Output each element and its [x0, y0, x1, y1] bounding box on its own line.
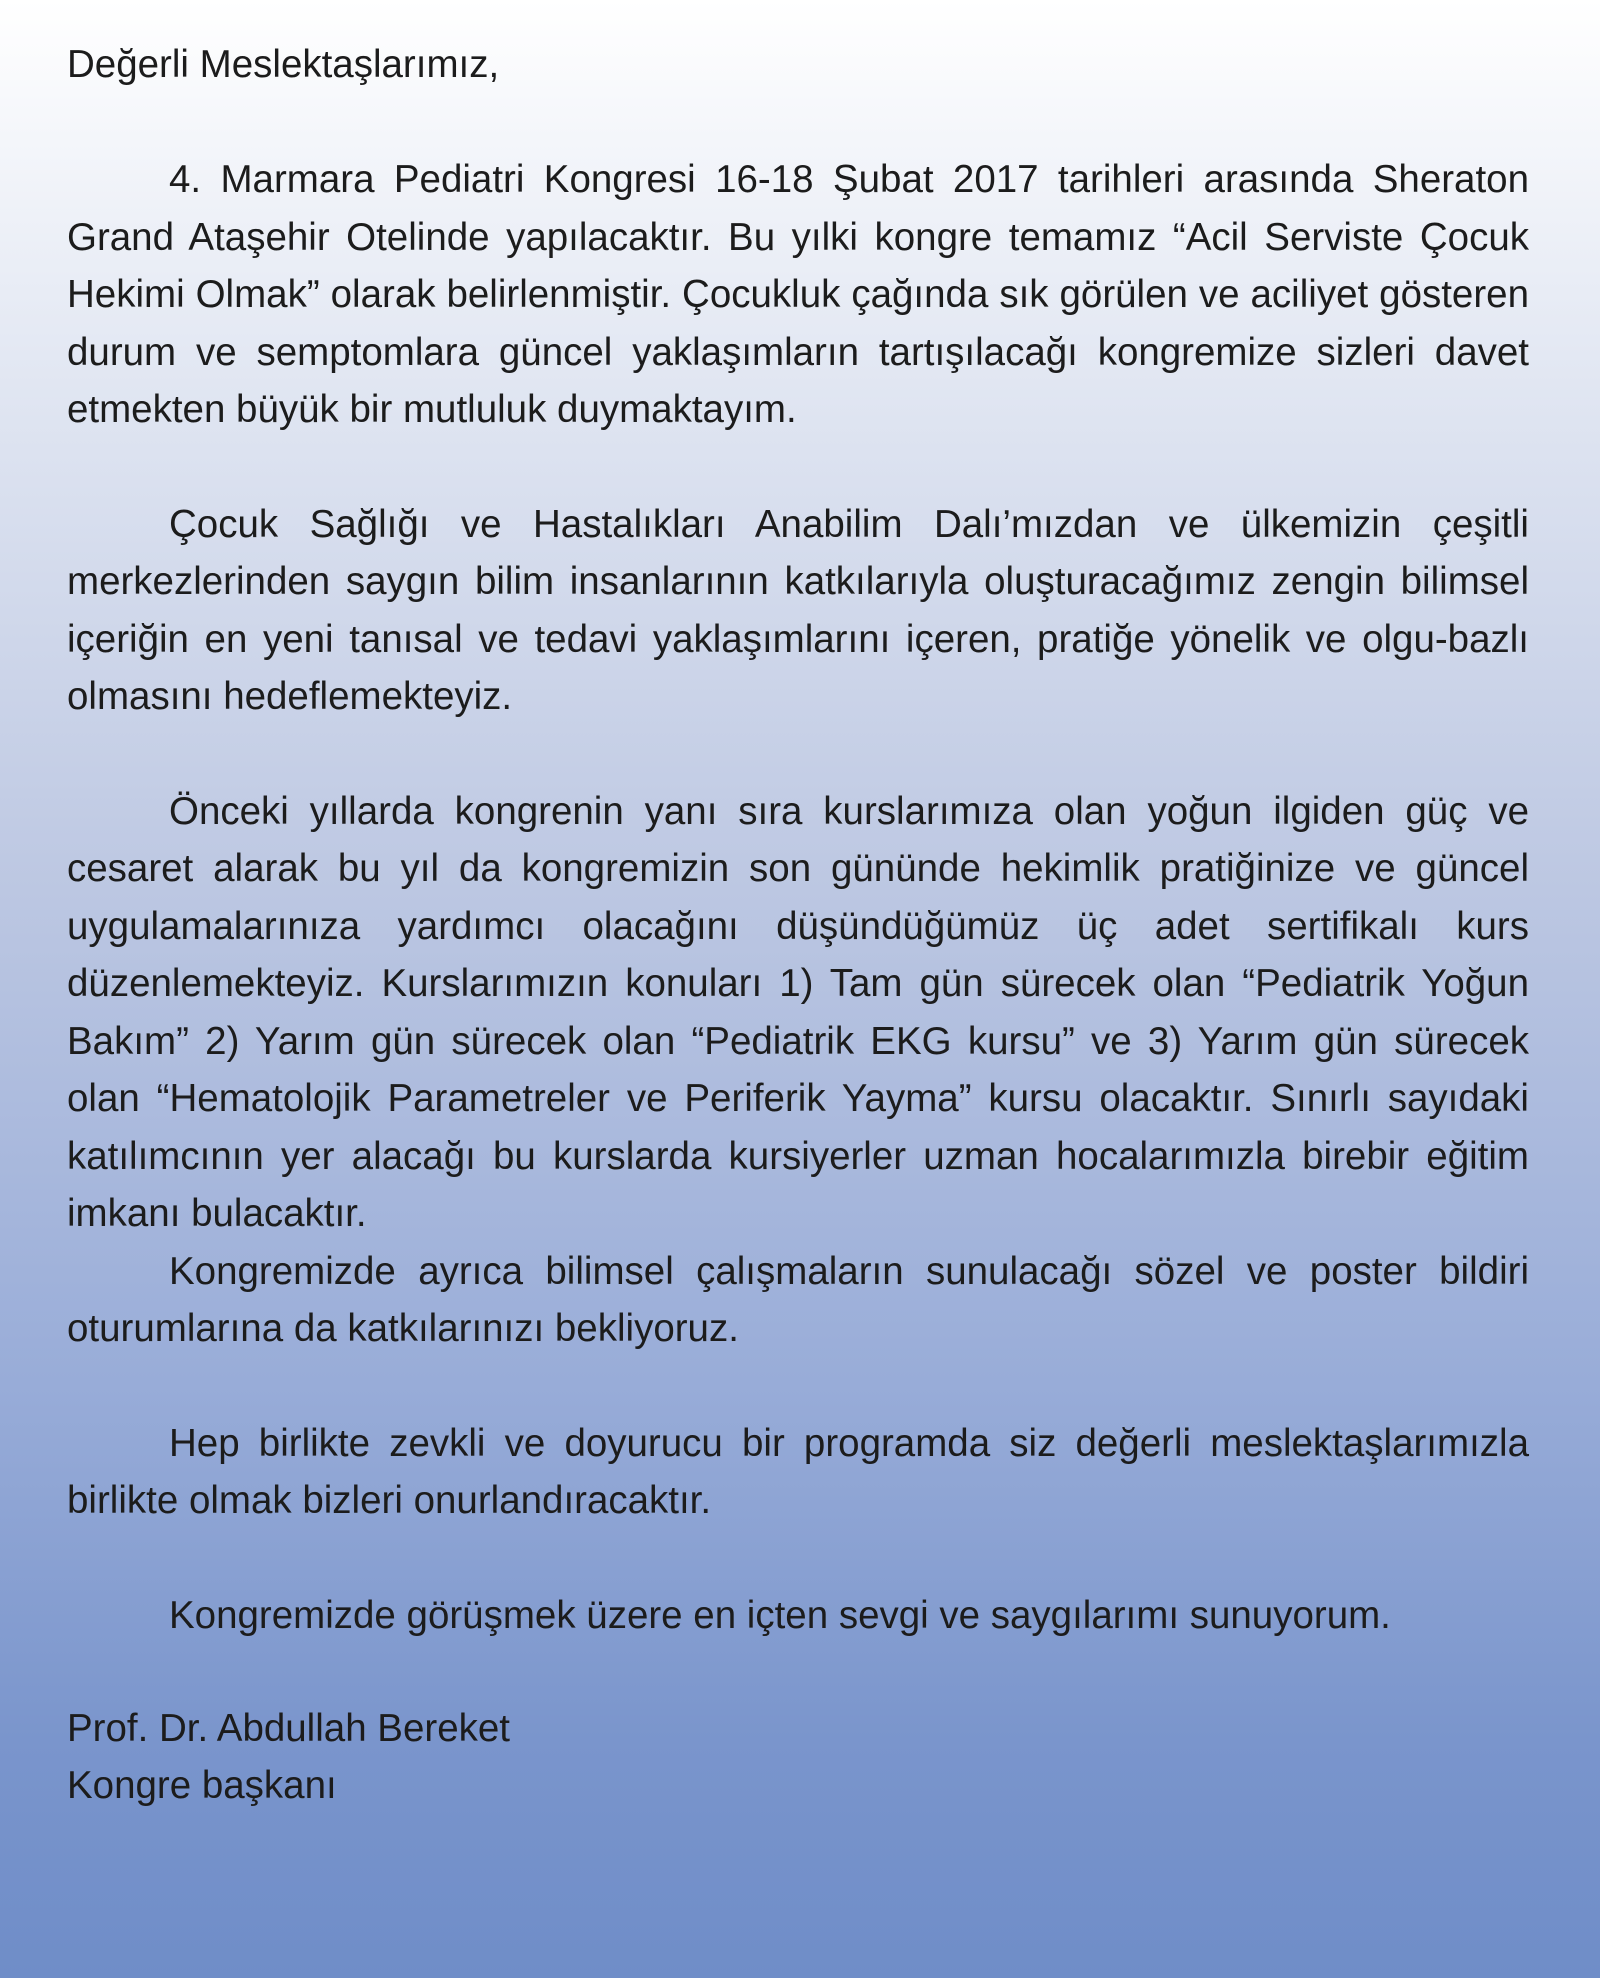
invitation-letter: [67, 36, 1529, 1814]
paragraph-closing: Kongremizde görüşmek üzere en içten sevgi ve saygılarımı sunuyorum.: [169, 1593, 1391, 1637]
paragraph-abstracts: Kongremizde ayrıca bilimsel çalışmaların sunulacağı sözel ve poster bildiri oturumlarına da katkılarınızı bekliyoruz.: [67, 1249, 1529, 1350]
paragraph-scientific-content: Çocuk Sağlığı ve Hastalıkları Anabilim Dalı’mızdan ve ülkemizin çeşitli merkezlerinden saygın bilim insanlarının katkılarıyla oluşturacağımız zengin bilimsel içeriğin en yeni tanısal ve tedavi yaklaşımlarını içeren, pratiğe yönelik ve olgu-bazlı olmasını hedeflemekteyiz.: [67, 502, 1529, 718]
signature-title: Kongre başkanı: [67, 1764, 337, 1807]
paragraph-invitation: Hep birlikte zevkli ve doyurucu bir programda siz değerli meslektaşlarımızla birlikte olmak bizleri onurlandıracaktır.: [67, 1421, 1529, 1522]
signature-block: [67, 1700, 1529, 1814]
paragraph-congress-intro: 4. Marmara Pediatri Kongresi 16-18 Şubat 2017 tarihleri arasında Sheraton Grand Ataşehir Otelinde yapılacaktır. Bu yılki kongre temamız “Acil Serviste Çocuk Hekimi Olmak” olarak belirlenmiştir. Çocukluk çağında sık görülen ve aciliyet gösteren durum ve semptomlara güncel yaklaşımların tartışılacağı kongremize sizleri davet etmekten büyük bir mutluluk duymaktayım.: [67, 158, 1529, 431]
salutation: Değerli Meslektaşlarımız,: [67, 43, 500, 86]
signature-name: Prof. Dr. Abdullah Bereket: [67, 1707, 510, 1750]
paragraph-courses: Önceki yıllarda kongrenin yanı sıra kurslarımıza olan yoğun ilgiden güç ve cesaret alarak bu yıl da kongremizin son gününde hekimlik pratiğinize ve güncel uygulamalarınıza yardımcı olacağını düşündüğümüz üç adet sertifikalı kurs düzenlemekteyiz. Kurslarımızın konuları 1) Tam gün sürecek olan “Pediatrik Yoğun Bakım” 2) Yarım gün sürecek olan “Pediatrik EKG kursu” ve 3) Yarım gün sürecek olan “Hematolojik Parametreler ve Periferik Yayma” kursu olacaktır. Sınırlı sayıdaki katılımcının yer alacağı bu kurslarda kursiyerler uzman hocalarımızla birebir eğitim imkanı bulacaktır.: [67, 789, 1529, 1235]
